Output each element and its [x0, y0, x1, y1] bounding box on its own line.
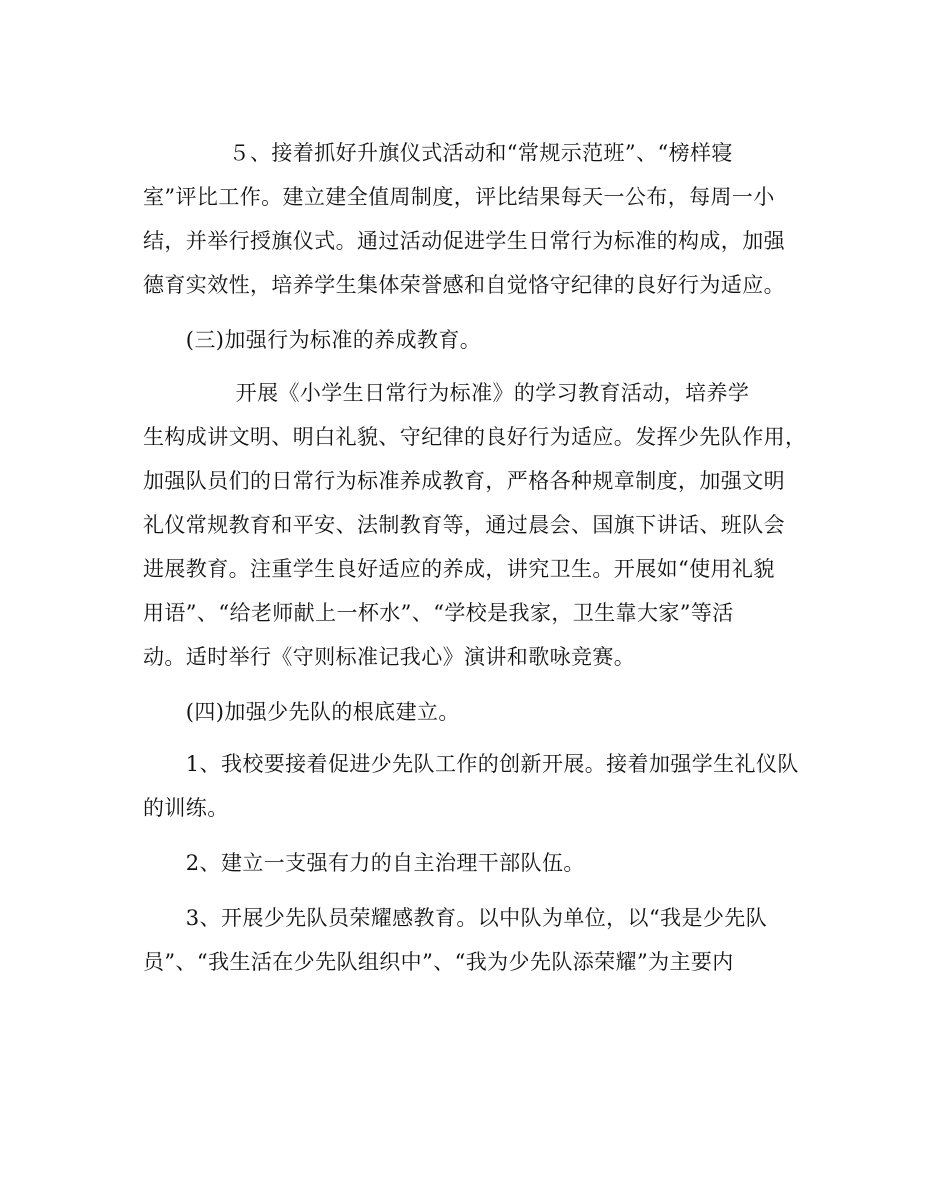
paragraph-line: 1、我校要接着促进少先队工作的创新开展。接着加强学生礼仪队 [143, 752, 799, 776]
section-heading: (四)加强少先队的根底建立。 [143, 700, 460, 724]
paragraph-line: 员”、“我生活在少先队组织中”、“我为少先队添荣耀”为主要内 [143, 950, 734, 974]
paragraph-line: 结，并举行授旗仪式。通过活动促进学生日常行为标准的构成，加强 [143, 229, 785, 253]
paragraph-line: 2、建立一支强有力的自主治理干部队伍。 [143, 851, 585, 875]
paragraph-line: ５、接着抓好升旗仪式活动和“常规示范班”、“榜样寝 [143, 141, 733, 165]
paragraph-line: 生构成讲文明、明白礼貌、守纪律的良好行为适应。发挥少先队作用， [143, 425, 807, 449]
paragraph-line: 的训练。 [143, 796, 229, 820]
paragraph-line: 用语”、“给老师献上一杯水”、“学校是我家，卫生靠大家”等活 [143, 601, 734, 625]
paragraph-line: 礼仪常规教育和平安、法制教育等，通过晨会、国旗下讲话、班队会 [143, 513, 785, 537]
paragraph-line: 开展《小学生日常行为标准》的学习教育活动，培养学 [143, 381, 750, 405]
paragraph-line: 动。适时举行《守则标准记我心》演讲和歌咏竞赛。 [143, 645, 636, 669]
section-heading: (三)加强行为标准的养成教育。 [143, 328, 482, 352]
paragraph-line: 室”评比工作。建立建全值周制度，评比结果每天一公布，每周一小 [143, 185, 775, 209]
paragraph-line: 德育实效性，培养学生集体荣誉感和自觉恪守纪律的良好行为适应。 [143, 273, 785, 297]
paragraph-line: 3、开展少先队员荣耀感教育。以中队为单位，以“我是少先队 [143, 906, 768, 930]
paragraph-line: 进展教育。注重学生良好适应的养成，讲究卫生。开展如“使用礼貌 [143, 557, 775, 581]
paragraph-line: 加强队员们的日常行为标准养成教育，严格各种规章制度，加强文明 [143, 469, 785, 493]
